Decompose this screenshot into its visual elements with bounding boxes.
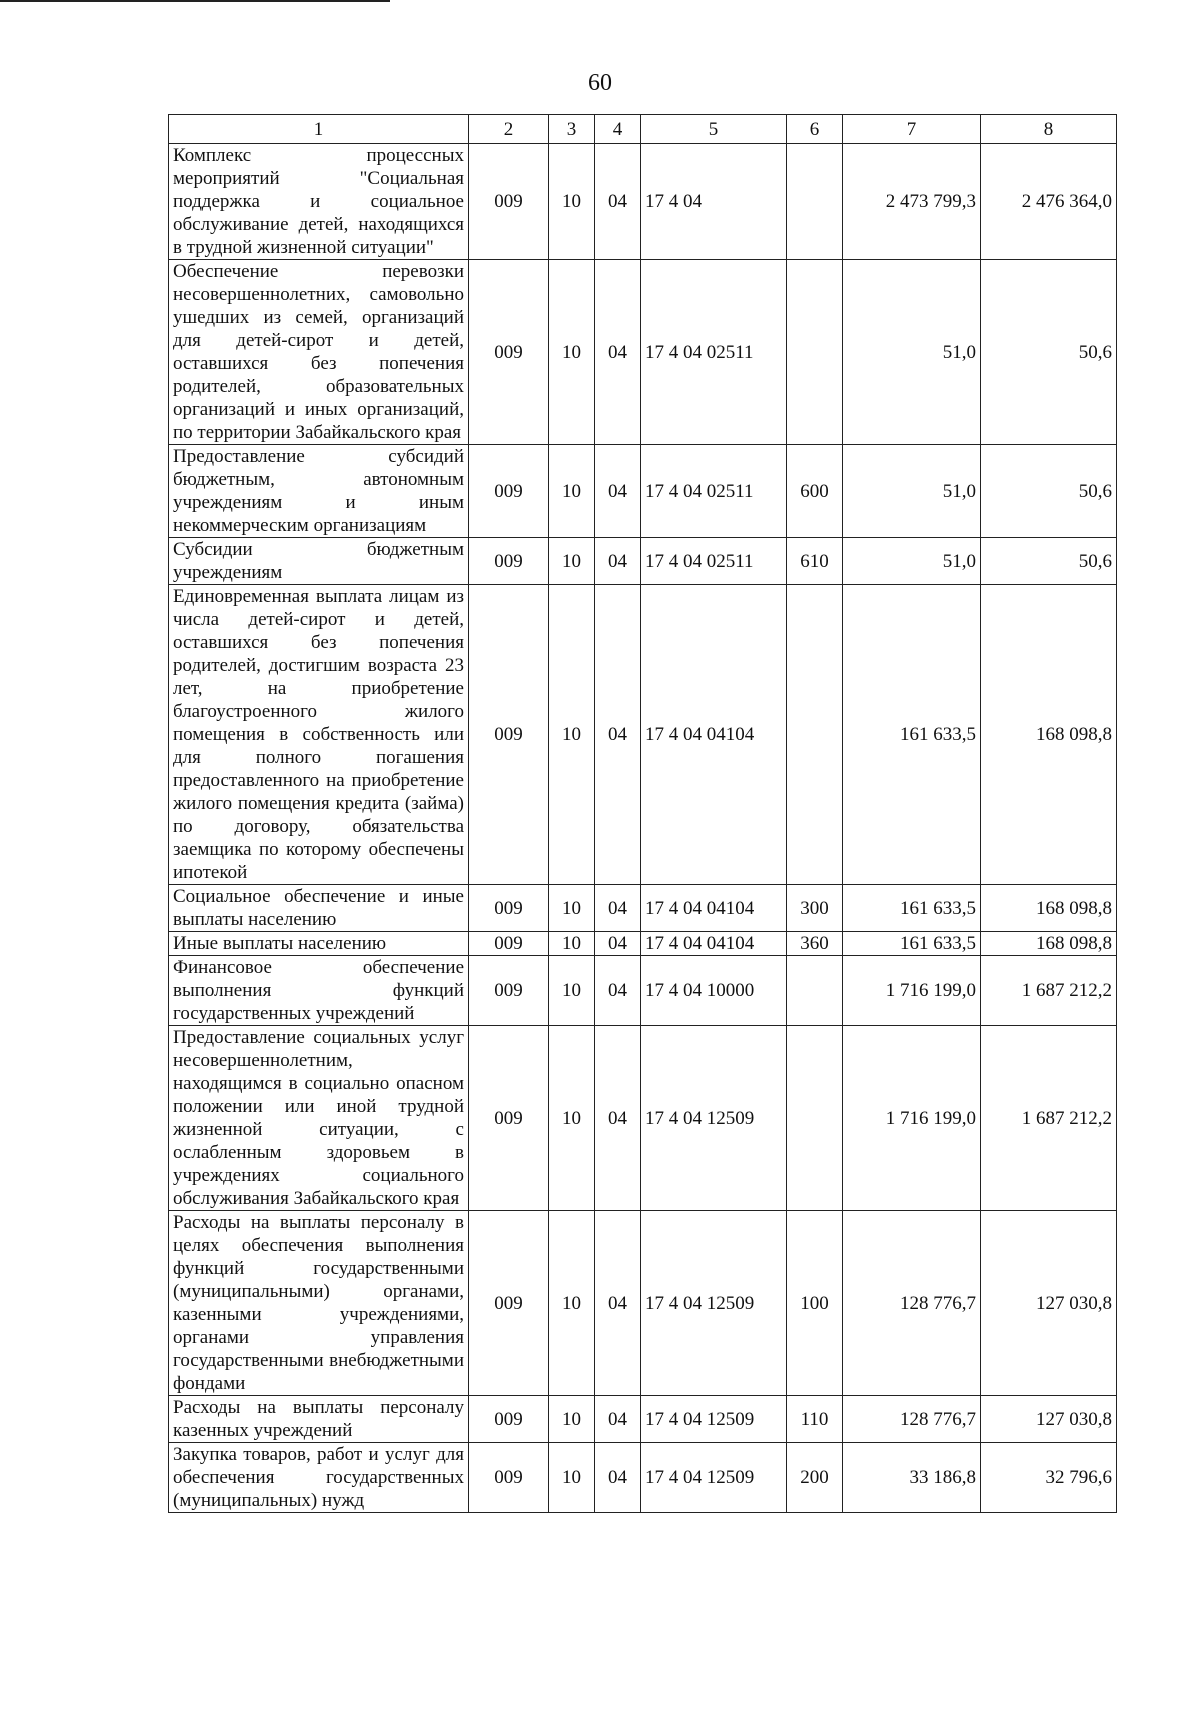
grbs-code-cell: 009: [469, 260, 549, 445]
amount-year1-cell: 161 633,5: [843, 885, 981, 932]
item-name-cell: Предоставление субсидий бюджетным, автономным учреждениям и иным некоммерческим организациям: [169, 445, 469, 538]
grbs-code-cell: 009: [469, 956, 549, 1026]
header-cell: 5: [641, 115, 787, 144]
table-row: [169, 885, 1117, 932]
table-row: [169, 445, 1117, 538]
subsection-code-cell: 04: [595, 260, 641, 445]
item-name-cell: Обеспечение перевозки несовершеннолетних, самовольно ушедших из семей, организаций для детей-сирот и детей, оставшихся без попечения родителей, образовательных организаций и иных организаций, по территории Забайкальского края: [169, 260, 469, 445]
table-row: [169, 1211, 1117, 1396]
section-code-cell: 10: [549, 956, 595, 1026]
top-rule: [0, 0, 390, 2]
subsection-code-cell: 04: [595, 1443, 641, 1513]
subsection-code-cell: 04: [595, 585, 641, 885]
item-name-cell: Финансовое обеспечение выполнения функций государственных учреждений: [169, 956, 469, 1026]
section-code-cell: 10: [549, 885, 595, 932]
expense-type-cell: [787, 260, 843, 445]
header-row: [169, 115, 1117, 144]
target-article-cell: 17 4 04 04104: [641, 885, 787, 932]
grbs-code-cell: 009: [469, 1443, 549, 1513]
target-article-cell: 17 4 04 04104: [641, 932, 787, 956]
amount-year1-cell: 161 633,5: [843, 932, 981, 956]
amount-year2-cell: 1 687 212,2: [981, 956, 1117, 1026]
section-code-cell: 10: [549, 1443, 595, 1513]
grbs-code-cell: 009: [469, 144, 549, 260]
table-row: [169, 932, 1117, 956]
table-row: [169, 585, 1117, 885]
amount-year1-cell: 33 186,8: [843, 1443, 981, 1513]
table-row: [169, 144, 1117, 260]
target-article-cell: 17 4 04 12509: [641, 1396, 787, 1443]
subsection-code-cell: 04: [595, 1211, 641, 1396]
table-body: [169, 144, 1117, 1513]
amount-year2-cell: 50,6: [981, 538, 1117, 585]
expense-type-cell: 360: [787, 932, 843, 956]
amount-year2-cell: 127 030,8: [981, 1211, 1117, 1396]
amount-year1-cell: 128 776,7: [843, 1396, 981, 1443]
amount-year2-cell: 168 098,8: [981, 885, 1117, 932]
section-code-cell: 10: [549, 445, 595, 538]
grbs-code-cell: 009: [469, 932, 549, 956]
expense-type-cell: 200: [787, 1443, 843, 1513]
table-row: [169, 1396, 1117, 1443]
grbs-code-cell: 009: [469, 585, 549, 885]
table-row: [169, 956, 1117, 1026]
grbs-code-cell: 009: [469, 538, 549, 585]
amount-year1-cell: 128 776,7: [843, 1211, 981, 1396]
header-cell: 3: [549, 115, 595, 144]
subsection-code-cell: 04: [595, 932, 641, 956]
expense-type-cell: 610: [787, 538, 843, 585]
amount-year2-cell: 127 030,8: [981, 1396, 1117, 1443]
section-code-cell: 10: [549, 538, 595, 585]
section-code-cell: 10: [549, 144, 595, 260]
amount-year2-cell: 50,6: [981, 260, 1117, 445]
budget-table: [168, 114, 1117, 1513]
target-article-cell: 17 4 04: [641, 144, 787, 260]
grbs-code-cell: 009: [469, 885, 549, 932]
amount-year1-cell: 1 716 199,0: [843, 1026, 981, 1211]
subsection-code-cell: 04: [595, 144, 641, 260]
amount-year2-cell: 168 098,8: [981, 585, 1117, 885]
target-article-cell: 17 4 04 12509: [641, 1211, 787, 1396]
section-code-cell: 10: [549, 932, 595, 956]
expense-type-cell: 600: [787, 445, 843, 538]
header-cell: 8: [981, 115, 1117, 144]
subsection-code-cell: 04: [595, 885, 641, 932]
item-name-cell: Иные выплаты населению: [169, 932, 469, 956]
expense-type-cell: 110: [787, 1396, 843, 1443]
expense-type-cell: [787, 956, 843, 1026]
section-code-cell: 10: [549, 1026, 595, 1211]
subsection-code-cell: 04: [595, 956, 641, 1026]
expense-type-cell: 300: [787, 885, 843, 932]
table-row: [169, 1026, 1117, 1211]
amount-year1-cell: 51,0: [843, 445, 981, 538]
section-code-cell: 10: [549, 260, 595, 445]
target-article-cell: 17 4 04 02511: [641, 445, 787, 538]
item-name-cell: Предоставление социальных услуг несовершеннолетним, находящимся в социально опасном положении или иной трудной жизненной ситуации, с ослабленным здоровьем в учреждениях социального обслуживания Забайкальского края: [169, 1026, 469, 1211]
amount-year1-cell: 161 633,5: [843, 585, 981, 885]
item-name-cell: Социальное обеспечение и иные выплаты населению: [169, 885, 469, 932]
amount-year2-cell: 168 098,8: [981, 932, 1117, 956]
item-name-cell: Закупка товаров, работ и услуг для обеспечения государственных (муниципальных) нужд: [169, 1443, 469, 1513]
grbs-code-cell: 009: [469, 445, 549, 538]
target-article-cell: 17 4 04 10000: [641, 956, 787, 1026]
grbs-code-cell: 009: [469, 1026, 549, 1211]
item-name-cell: Расходы на выплаты персоналу казенных учреждений: [169, 1396, 469, 1443]
header-cell: 7: [843, 115, 981, 144]
section-code-cell: 10: [549, 585, 595, 885]
amount-year2-cell: 32 796,6: [981, 1443, 1117, 1513]
grbs-code-cell: 009: [469, 1211, 549, 1396]
amount-year1-cell: 51,0: [843, 260, 981, 445]
amount-year1-cell: 51,0: [843, 538, 981, 585]
page-number: 60: [588, 70, 612, 96]
target-article-cell: 17 4 04 02511: [641, 260, 787, 445]
table-row: [169, 538, 1117, 585]
amount-year1-cell: 1 716 199,0: [843, 956, 981, 1026]
subsection-code-cell: 04: [595, 538, 641, 585]
amount-year1-cell: 2 473 799,3: [843, 144, 981, 260]
target-article-cell: 17 4 04 02511: [641, 538, 787, 585]
header-cell: 4: [595, 115, 641, 144]
expense-type-cell: 100: [787, 1211, 843, 1396]
amount-year2-cell: 1 687 212,2: [981, 1026, 1117, 1211]
target-article-cell: 17 4 04 04104: [641, 585, 787, 885]
expense-type-cell: [787, 585, 843, 885]
target-article-cell: 17 4 04 12509: [641, 1026, 787, 1211]
expense-type-cell: [787, 1026, 843, 1211]
subsection-code-cell: 04: [595, 445, 641, 538]
subsection-code-cell: 04: [595, 1396, 641, 1443]
grbs-code-cell: 009: [469, 1396, 549, 1443]
item-name-cell: Комплекс процессных мероприятий "Социальная поддержка и социальное обслуживание детей, находящихся в трудной жизненной ситуации": [169, 144, 469, 260]
table-row: [169, 260, 1117, 445]
item-name-cell: Единовременная выплата лицам из числа детей-сирот и детей, оставшихся без попечения родителей, достигшим возраста 23 лет, на приобретение благоустроенного жилого помещения в собственность или для полного погашения предоставленного на приобретение жилого помещения кредита (займа) по договору, обязательства заемщика по которому обеспечены ипотекой: [169, 585, 469, 885]
amount-year2-cell: 50,6: [981, 445, 1117, 538]
section-code-cell: 10: [549, 1396, 595, 1443]
target-article-cell: 17 4 04 12509: [641, 1443, 787, 1513]
subsection-code-cell: 04: [595, 1026, 641, 1211]
header-cell: 2: [469, 115, 549, 144]
expense-type-cell: [787, 144, 843, 260]
section-code-cell: 10: [549, 1211, 595, 1396]
item-name-cell: Расходы на выплаты персоналу в целях обеспечения выполнения функций государственными (муниципальными) органами, казенными учреждениями, органами управления государственными внебюджетными фондами: [169, 1211, 469, 1396]
header-cell: 1: [169, 115, 469, 144]
header-cell: 6: [787, 115, 843, 144]
item-name-cell: Субсидии бюджетным учреждениям: [169, 538, 469, 585]
amount-year2-cell: 2 476 364,0: [981, 144, 1117, 260]
table-row: [169, 1443, 1117, 1513]
